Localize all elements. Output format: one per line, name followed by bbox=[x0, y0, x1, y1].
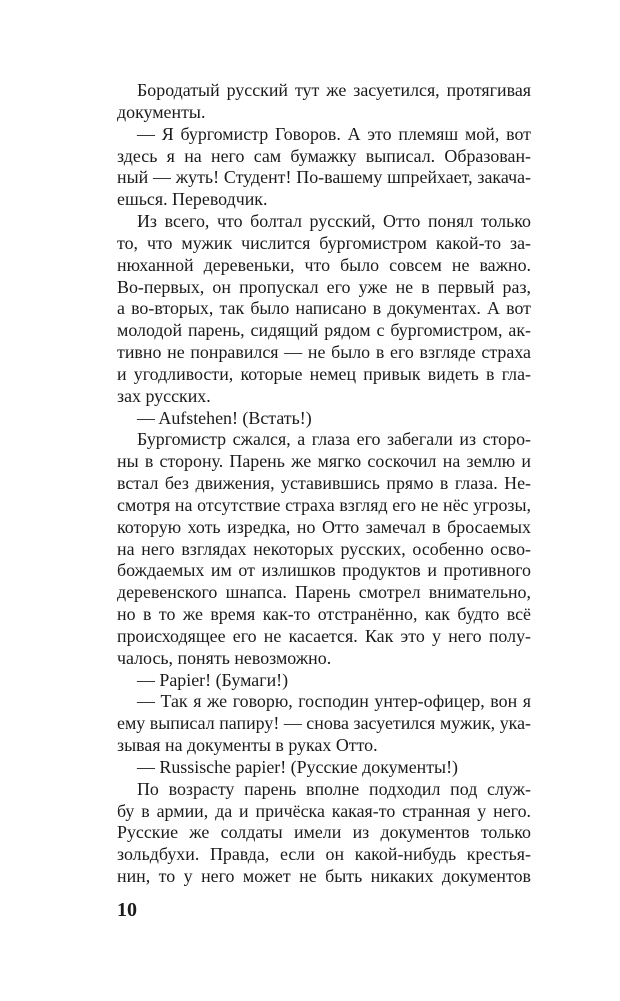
text-line: ему выписал папиру! — снова засуетился мужик, ука- bbox=[117, 713, 531, 734]
text-line: тивно не понравился — не было в его взгляде страха bbox=[117, 342, 531, 363]
text-line: смотря на отсутствие страха взгляд его не нёс угрозы, bbox=[117, 494, 531, 515]
text-line: бождаемых им от излишков продуктов и противного bbox=[117, 560, 531, 581]
text-line: Бородатый русский тут же засуетился, протягивая bbox=[137, 80, 531, 100]
text-line: зах русских. bbox=[117, 385, 211, 406]
text-line: Во-первых, он пропускал его уже не в первый раз, bbox=[117, 276, 531, 297]
text-line: бу в армии, да и причёска какая-то странная у него. bbox=[117, 800, 531, 821]
text-line: молодой парень, сидящий рядом с бургомистром, ак- bbox=[117, 320, 531, 341]
text-line: здесь я на него сам бумажку выписал. Образован- bbox=[117, 145, 531, 166]
text-line: происходящее его не касается. Как это у него полу- bbox=[117, 625, 531, 646]
text-line: чалось, понять невозможно. bbox=[117, 647, 332, 668]
text-line: зывая на документы в руках Отто. bbox=[117, 735, 378, 756]
text-line: Из всего, что болтал русский, Отто понял только bbox=[137, 211, 531, 232]
text-line: а во-вторых, так было написано в документах. А вот bbox=[117, 298, 531, 319]
text-line: которую хоть изредка, но Отто замечал в бросаемых bbox=[117, 516, 531, 537]
text-line: зольдбухи. Правда, если он какой-нибудь крестья- bbox=[117, 844, 531, 865]
text-line: Бургомистр сжался, а глаза его забегали из сторо- bbox=[137, 429, 531, 450]
text-line: то, что мужик числится бургомистром какой-то за- bbox=[117, 232, 531, 253]
text-line: нин, то у него может не быть никаких документов bbox=[117, 866, 531, 887]
text-line: но в то же время как-то отстранённо, как будто всё bbox=[117, 604, 531, 625]
text-line: на него взглядах некоторых русских, особенно осво- bbox=[117, 538, 531, 559]
text-line: — Так я же говорю, господин унтер-офицер, вон я bbox=[137, 691, 531, 712]
text-line: документы. bbox=[117, 101, 206, 122]
text-line: Русские же солдаты имели из документов только bbox=[117, 822, 531, 843]
text-line: ный — жуть! Студент! По-вашему шпрейхает, закача- bbox=[117, 167, 531, 188]
page-number: 10 bbox=[117, 899, 137, 921]
text-line: — Papier! (Бумаги!) bbox=[137, 669, 289, 690]
text-line: ны в сторону. Парень же мягко соскочил на землю и bbox=[117, 451, 531, 472]
text-line: — Я бургомистр Говоров. А это племяш мой, вот bbox=[137, 123, 531, 144]
text-line: По возрасту парень вполне подходил под служ- bbox=[137, 778, 531, 799]
text-line: — Russische papier! (Русские документы!) bbox=[137, 756, 459, 777]
text-line: — Aufstehen! (Встать!) bbox=[137, 407, 312, 428]
text-line: нюханной деревеньки, что было совсем не важно. bbox=[117, 254, 531, 275]
text-line: ешься. Переводчик. bbox=[117, 189, 268, 210]
text-line: и угодливости, которые немец привык видеть в гла- bbox=[117, 363, 531, 384]
text-line: деревенского шнапса. Парень смотрел внимательно, bbox=[117, 582, 531, 603]
text-line: встал без движения, уставившись прямо в глаза. Не- bbox=[117, 473, 531, 494]
